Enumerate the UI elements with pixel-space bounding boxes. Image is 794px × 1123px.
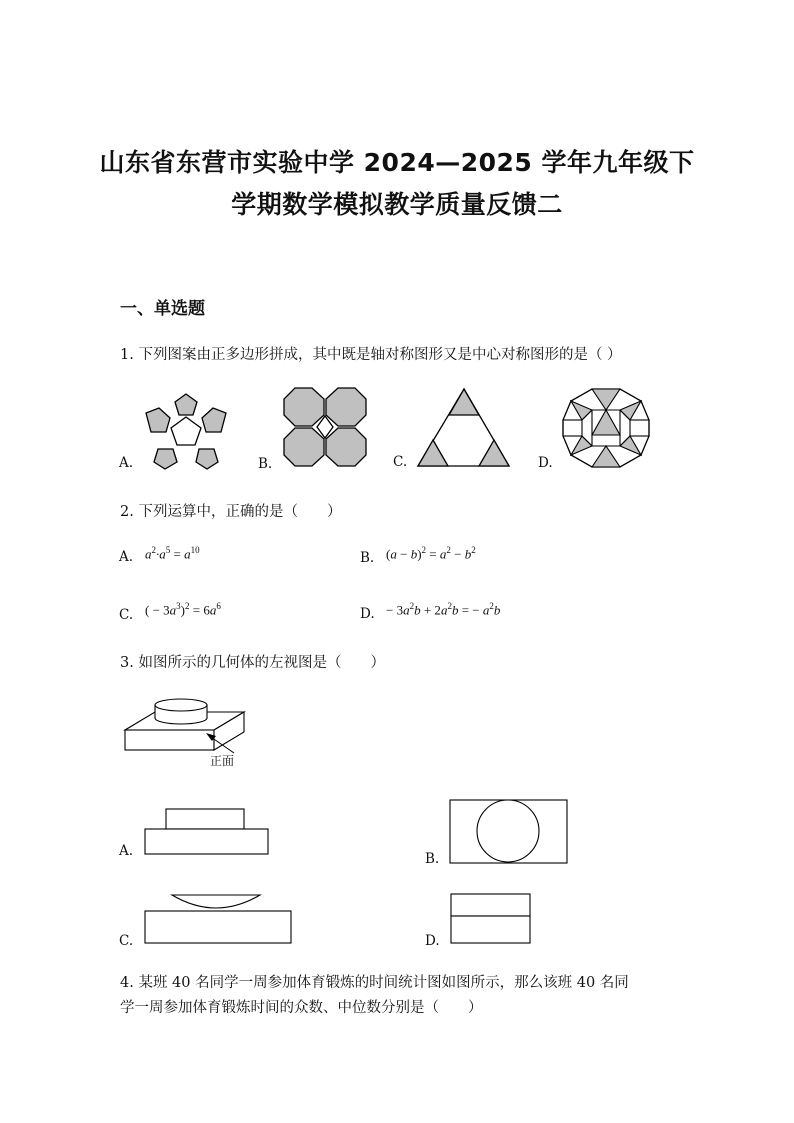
question-2-text: 下列运算中，正确的是（ ） [138,504,342,520]
q1-option-a-label[interactable]: A. [119,455,134,471]
q2-option-b-expression: $(a - b)^2 = a^2 - b^2$ [386,545,476,562]
q3-geometric-solid [124,695,248,755]
question-4-text-line-1: 某班 40 名同学一周参加体育锻炼的时间统计图如图所示，那么该班 40 名同 [138,975,629,991]
q2-option-d-label[interactable]: D. [360,606,375,622]
q1-figure-b-octagons [283,387,367,467]
q3-option-a-figure [144,808,270,856]
q1-option-d-label[interactable]: D. [538,455,553,471]
question-1 [120,343,622,364]
question-4-text-line-2: 学一周参加体育锻炼时间的众数、中位数分别是（ ） [120,1000,483,1016]
q3-option-d-figure [450,893,532,945]
question-3 [120,651,385,672]
section-heading: 一、单选题 [120,299,205,319]
q3-option-c-label[interactable]: C. [119,933,134,949]
page-title-line-1: 山东省东营市实验中学 2024—2025 学年九年级下 [99,148,695,177]
q2-option-a-label[interactable]: A. [119,549,134,565]
q2-option-b-label[interactable]: B. [360,550,375,566]
question-3-text: 如图所示的几何体的左视图是（ ） [138,655,385,671]
q2-option-c-expression: ( − $3a^3)^2 = 6a^6$ [145,601,221,618]
q1-option-c-label[interactable]: C. [393,454,408,470]
q3-option-c-figure [144,893,294,945]
q3-option-b-figure [449,799,569,865]
q2-option-c-label[interactable]: C. [119,607,134,623]
q2-option-a-expression: $a^2\cdot a^5 = a^{10}$ [145,545,200,562]
q1-figure-a-pentagons [140,384,240,470]
question-2 [120,500,341,521]
q2-option-d-expression: − $3a^2b + 2a^2b$ = − $a^2b$ [386,601,501,618]
q3-option-a-label[interactable]: A. [119,843,134,859]
question-3-number: 3. [120,655,134,671]
question-4 [120,971,629,992]
q3-option-d-label[interactable]: D. [425,933,440,949]
q1-figure-d-dodecagon [562,388,650,468]
q1-option-b-label[interactable]: B. [258,456,273,472]
q1-figure-c-triangle [417,388,511,468]
page-title-line-2: 学期数学模拟教学质量反馈二 [231,190,563,219]
question-1-number: 1. [120,347,134,363]
question-4-number: 4. [120,975,134,991]
question-2-number: 2. [120,504,134,520]
q3-option-b-label[interactable]: B. [425,851,440,867]
question-1-text: 下列图案由正多边形拼成，其中既是轴对称图形又是中心对称图形的是（ ） [138,347,622,363]
q3-front-view-caption: 正面 [210,754,235,768]
question-4-line-2 [120,996,483,1017]
